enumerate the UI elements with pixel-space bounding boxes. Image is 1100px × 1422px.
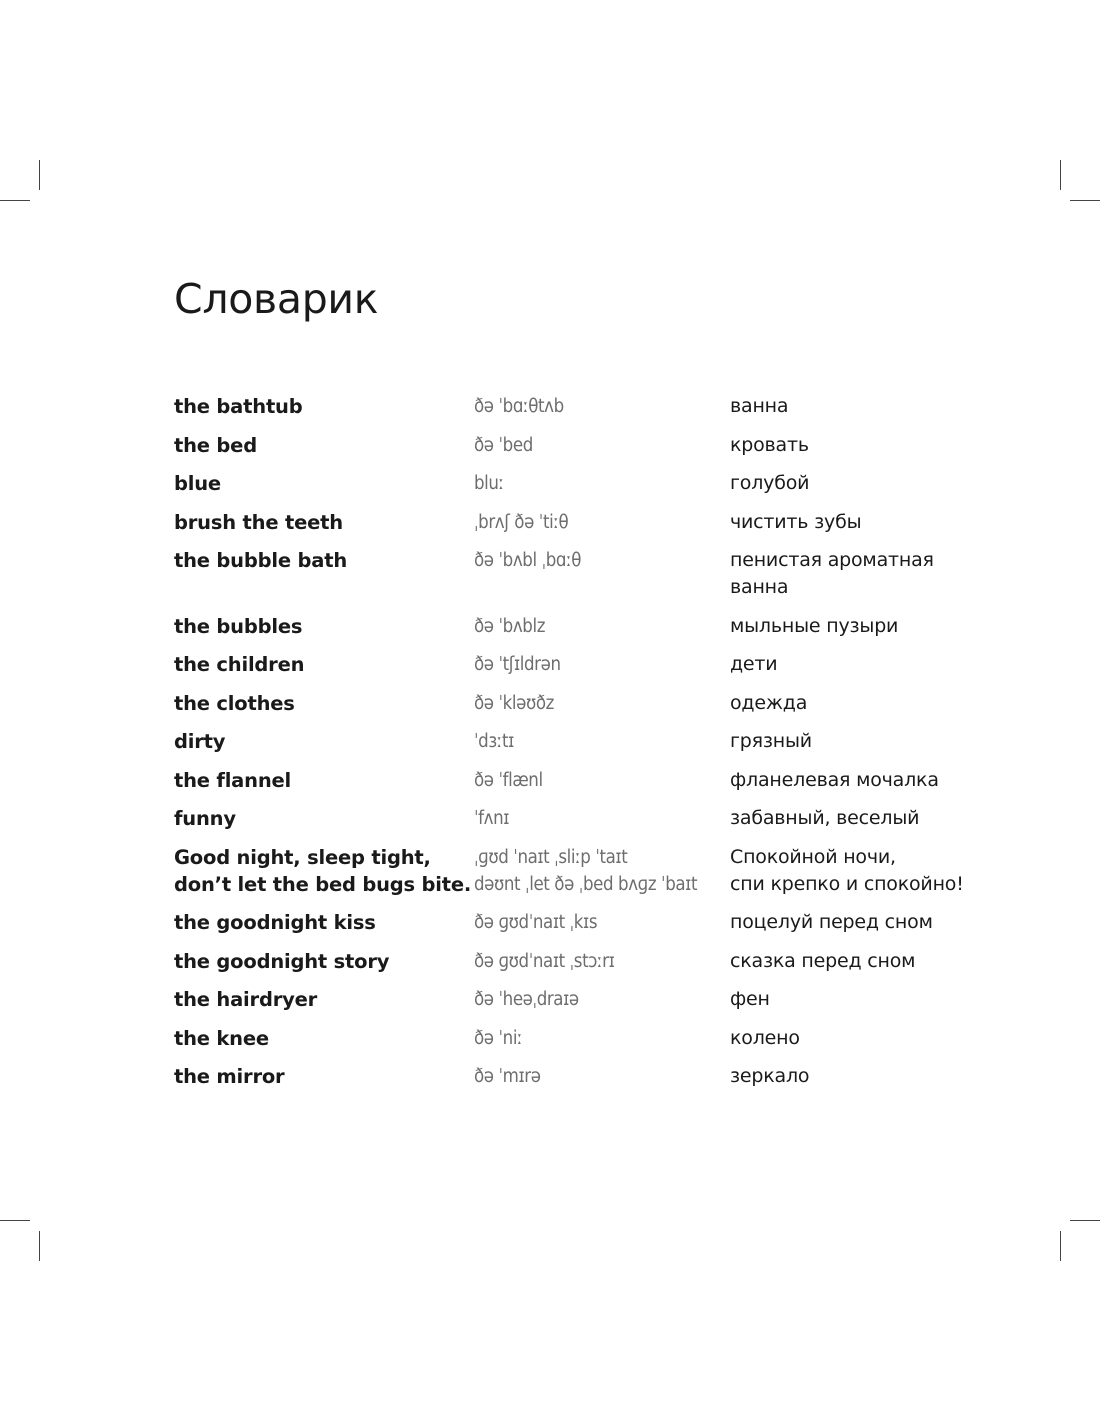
- glossary-translation: Спокойной ночи, спи крепко и спокойно!: [730, 845, 964, 895]
- crop-mark: [39, 1231, 40, 1261]
- glossary-translation: поцелуй перед сном: [730, 911, 933, 933]
- glossary-translation: мыльные пузыри: [730, 614, 899, 637]
- glossary-pronunciation: ðə ˈflænl: [474, 769, 543, 791]
- glossary-term: the knee: [174, 1026, 269, 1050]
- glossary-row: [174, 986, 1004, 1025]
- glossary-translation: колено: [730, 1026, 800, 1049]
- glossary-translation: чистить зубы: [730, 510, 862, 533]
- glossary-pronunciation: ðə ˈbed: [474, 434, 533, 456]
- glossary-pronunciation: ˌbrʌʃ ðə ˈtiːθ: [474, 511, 569, 533]
- glossary-row: [174, 509, 1004, 548]
- glossary-pronunciation: ðə ˈbʌblz: [474, 615, 546, 637]
- glossary-term: the children: [174, 653, 305, 676]
- glossary-pronunciation: ðə ˈmɪrə: [474, 1066, 541, 1087]
- glossary-translation: пенистая ароматная ванна: [730, 549, 934, 598]
- glossary-row: [174, 805, 1004, 844]
- glossary-row: [174, 909, 1004, 948]
- glossary-translation: одежда: [730, 691, 808, 714]
- glossary-term: the goodnight story: [174, 949, 390, 973]
- glossary-pronunciation: ðə ˈniː: [474, 1027, 523, 1049]
- glossary-translation: ванна: [730, 395, 789, 417]
- glossary-term: blue: [174, 472, 221, 495]
- glossary-translation: забавный, веселый: [730, 807, 920, 829]
- glossary-row: [174, 432, 1004, 471]
- glossary-pronunciation: ˈdɜːtɪ: [474, 731, 514, 752]
- glossary-row: [174, 1025, 1004, 1064]
- glossary-term: the bed: [174, 433, 257, 457]
- glossary-term: the clothes: [174, 691, 295, 715]
- crop-mark: [0, 1220, 30, 1221]
- glossary-pronunciation: ˈfʌnɪ: [474, 808, 510, 829]
- glossary-row: [174, 547, 1004, 613]
- glossary-term: the flannel: [174, 768, 292, 792]
- glossary-translation: зеркало: [730, 1065, 810, 1087]
- glossary-row: [174, 613, 1004, 652]
- crop-mark: [1060, 160, 1061, 190]
- glossary-pronunciation: ðə ɡʊdˈnaɪt ˌkɪs: [474, 912, 598, 933]
- glossary-pronunciation: bluː: [474, 473, 504, 494]
- glossary-pronunciation: ðə ˈbɑːθtʌb: [474, 396, 564, 417]
- glossary-row: [174, 767, 1004, 806]
- glossary-term: the bathtub: [174, 395, 303, 418]
- glossary-row: [174, 844, 1004, 910]
- glossary-pronunciation: ˌɡʊd ˈnaɪt ˌsliːp ˈtaɪt dəʊnt ˌlet ðə ˌbed bʌɡz ˈbaɪt: [474, 846, 698, 895]
- glossary-translation: голубой: [730, 472, 810, 494]
- page-title: Словарик: [174, 275, 379, 323]
- glossary-term: Good night, sleep tight, don’t let the bed bugs bite.: [174, 845, 472, 896]
- glossary-term: the hairdryer: [174, 988, 318, 1011]
- glossary-term: the bubbles: [174, 614, 303, 638]
- crop-mark: [1060, 1231, 1061, 1261]
- glossary-row: [174, 470, 1004, 509]
- glossary-term: the goodnight kiss: [174, 911, 376, 934]
- crop-mark: [1070, 1220, 1100, 1221]
- glossary-term: the mirror: [174, 1065, 285, 1088]
- glossary-term: funny: [174, 807, 236, 830]
- crop-mark: [0, 200, 30, 201]
- glossary-term: the bubble bath: [174, 549, 347, 572]
- glossary-pronunciation: ðə ˈbʌbl ˌbɑːθ: [474, 550, 582, 571]
- glossary-row: [174, 728, 1004, 767]
- glossary-translation: кровать: [730, 433, 809, 456]
- glossary-row: [174, 393, 1004, 432]
- glossary-pronunciation: ðə ˈheəˌdraɪə: [474, 989, 579, 1010]
- glossary-pronunciation: ðə ˈkləʊðz: [474, 692, 554, 714]
- glossary-pronunciation: ðə ˈtʃɪldrən: [474, 654, 561, 675]
- crop-mark: [39, 160, 40, 190]
- glossary-row: [174, 690, 1004, 729]
- glossary-translation: сказка перед сном: [730, 949, 916, 972]
- glossary-translation: фен: [730, 988, 770, 1010]
- glossary-translation: грязный: [730, 730, 812, 752]
- glossary-row: [174, 651, 1004, 690]
- glossary-row: [174, 948, 1004, 987]
- glossary-translation: фланелевая мочалка: [730, 768, 939, 791]
- glossary-pronunciation: ðə ɡʊdˈnaɪt ˌstɔːrɪ: [474, 950, 615, 972]
- glossary-row: [174, 1063, 1004, 1102]
- glossary-term: brush the teeth: [174, 510, 343, 534]
- glossary-translation: дети: [730, 653, 778, 675]
- crop-mark: [1070, 200, 1100, 201]
- glossary-table: [174, 393, 1004, 1102]
- glossary-term: dirty: [174, 730, 226, 753]
